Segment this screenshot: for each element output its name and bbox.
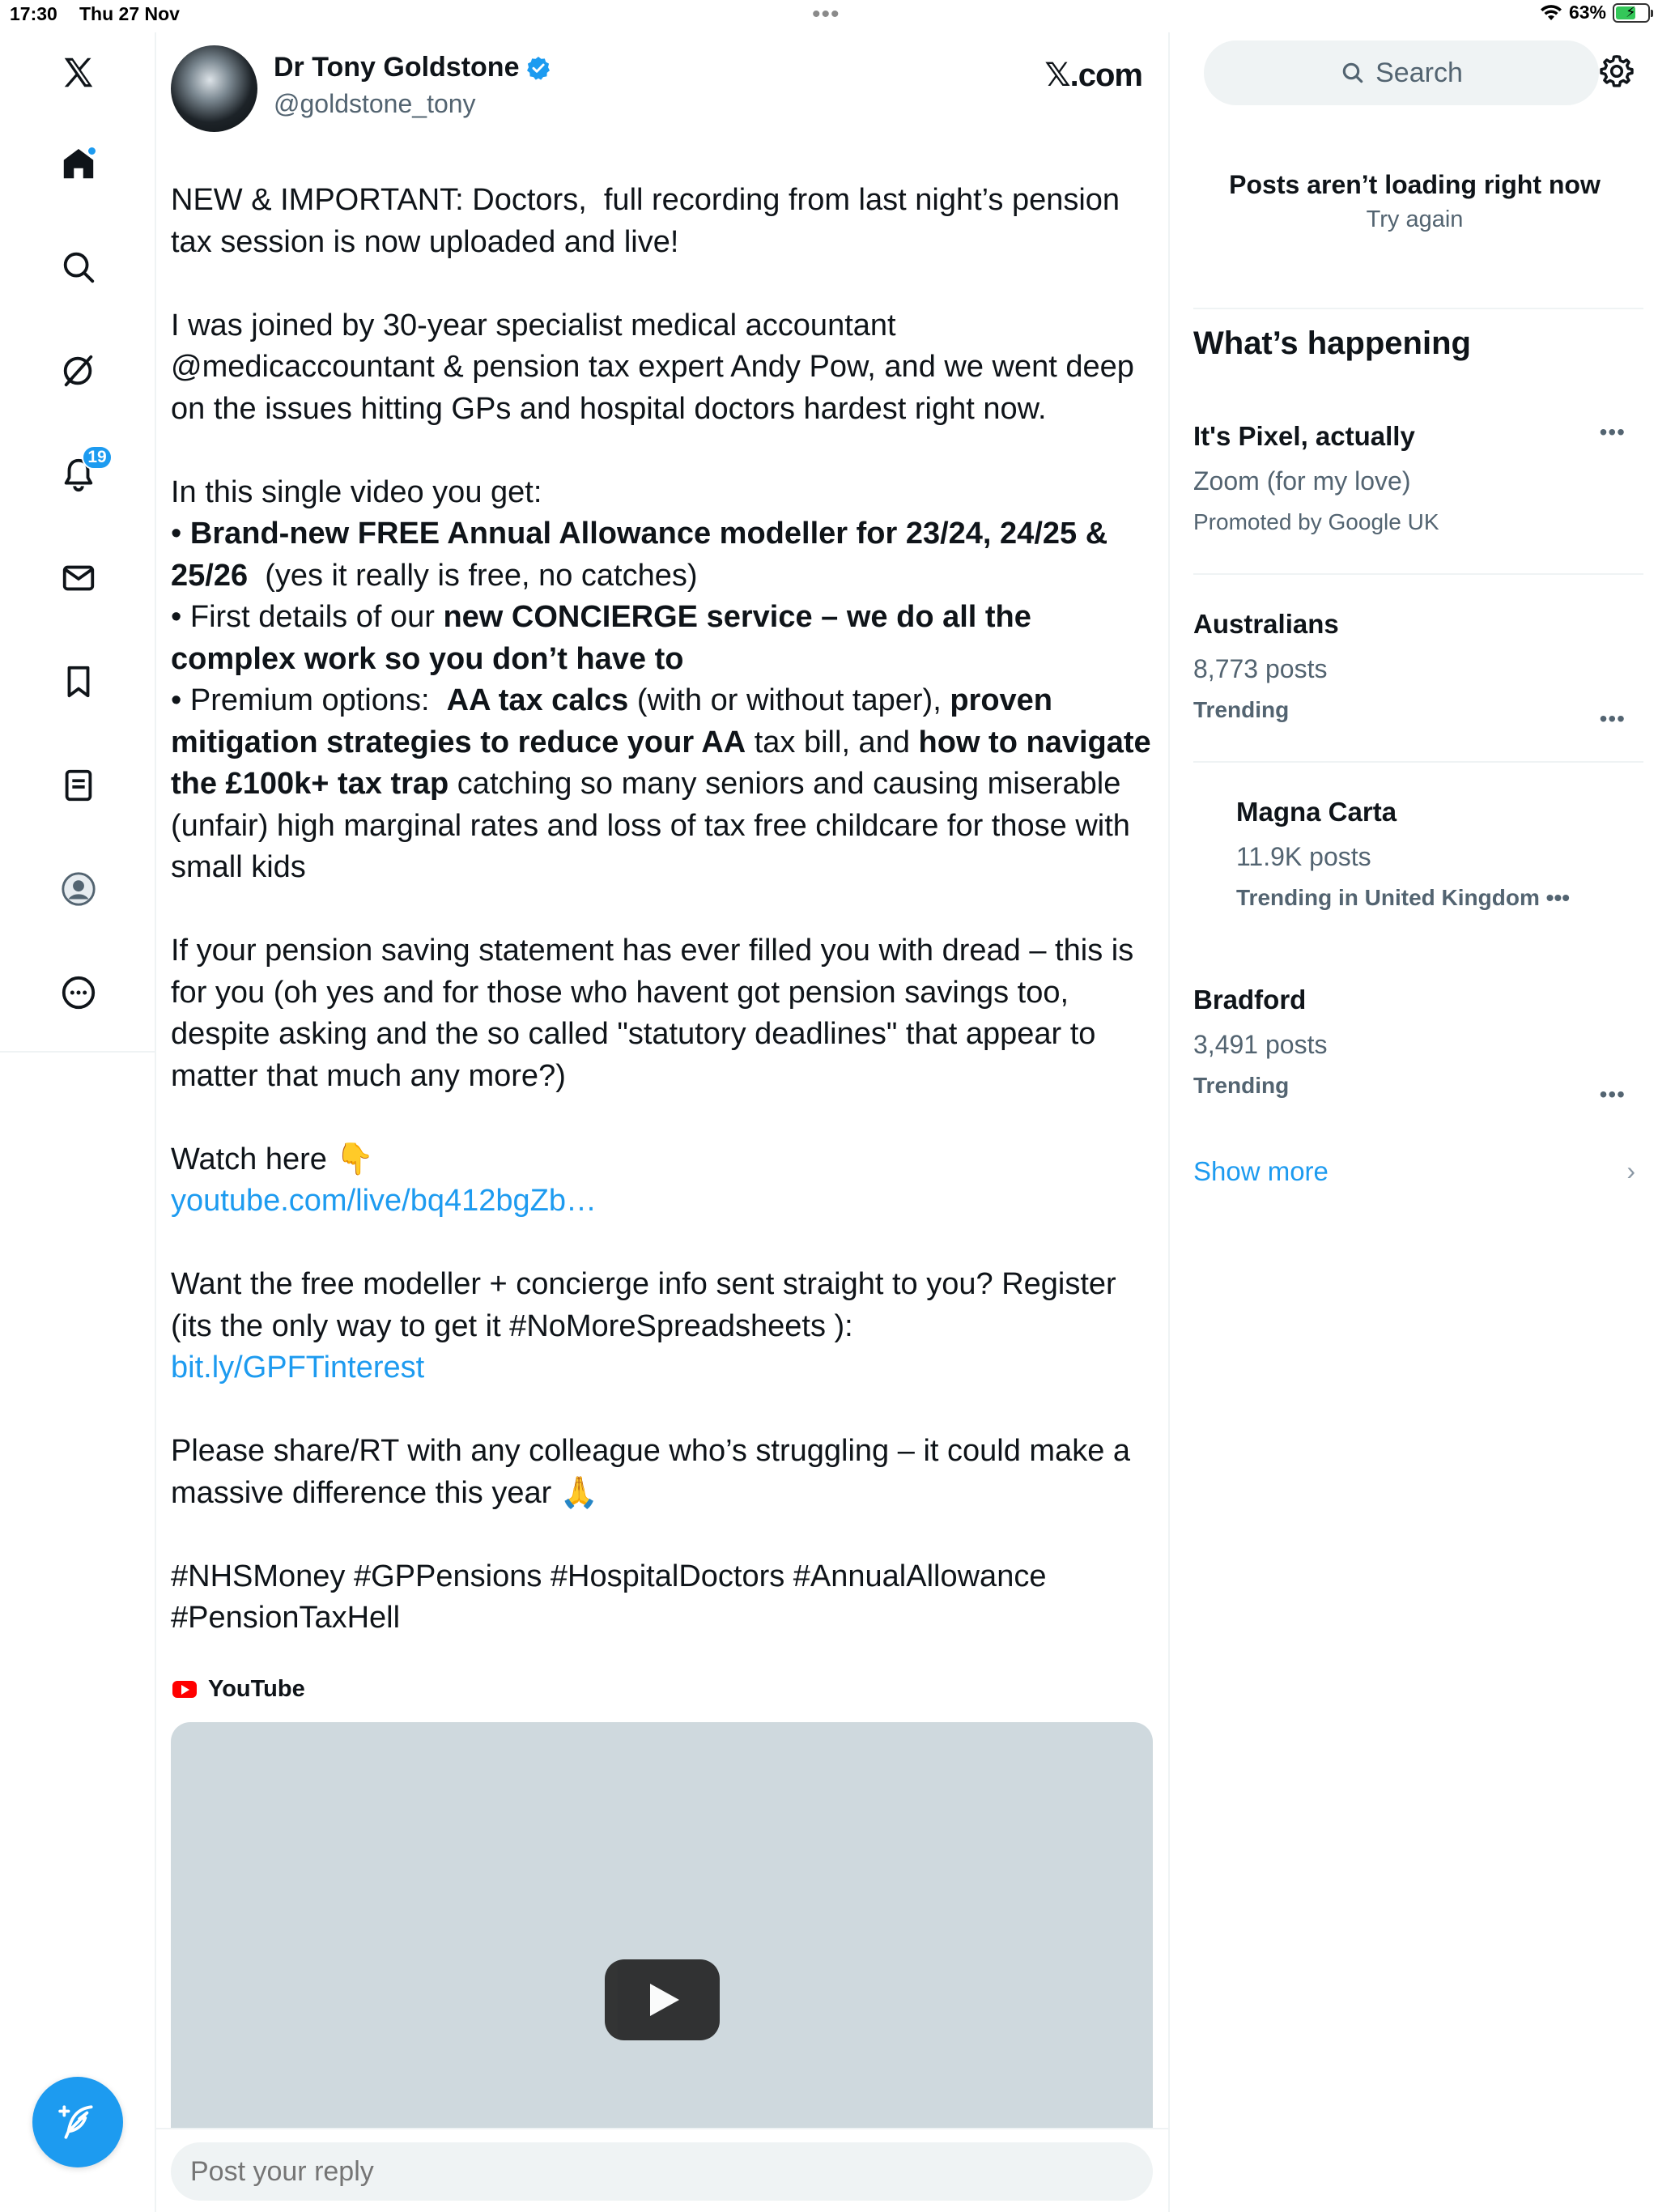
compose-post-button[interactable]: [32, 2077, 123, 2167]
status-date: Thu 27 Nov: [79, 3, 180, 24]
battery-icon: [1613, 3, 1650, 23]
gear-icon: [1598, 53, 1635, 90]
bullet-3-bold-2: proven mitigation strategies to reduce your AA: [171, 683, 1061, 759]
bullet-3-mid-1: (with or without taper),: [628, 683, 950, 717]
status-right: [1540, 2, 1650, 23]
bookmarks-icon[interactable]: [49, 653, 108, 711]
post-paragraph-3-intro: In this single video you get:: [171, 474, 542, 509]
post-paragraph-6: Please share/RT with any colleague who’s struggling – it could make a massive difference this year 🙏: [171, 1434, 1139, 1510]
trend-title: Magna Carta: [1236, 797, 1397, 827]
youtube-video-card[interactable]: [171, 1722, 1153, 2159]
watch-here-text: Watch here 👇: [171, 1142, 374, 1176]
bullet-2-pre: First details of our: [189, 600, 444, 634]
trend-meta-text: Trending in United Kingdom: [1236, 885, 1540, 910]
home-icon[interactable]: [49, 134, 108, 193]
search-placeholder: Search: [1375, 57, 1463, 88]
charging-icon: ⚡: [1626, 3, 1636, 20]
trend-more-icon[interactable]: •••: [1599, 1082, 1626, 1107]
trend-item[interactable]: [1193, 609, 1643, 731]
trend-subtitle: 8,773 posts: [1193, 654, 1328, 683]
whats-happening-title: What’s happening: [1193, 325, 1471, 361]
trend-more-icon[interactable]: •••: [1599, 419, 1626, 445]
author-name-row[interactable]: [274, 52, 551, 83]
reply-bar: [156, 2128, 1168, 2212]
bullet-1-bold: Brand-new FREE Annual Allowance modeller for 23/24, 24/25 & 25/26: [171, 517, 1116, 593]
search-box[interactable]: [1204, 40, 1599, 105]
reply-input[interactable]: [171, 2142, 1153, 2201]
notifications-badge: 19: [82, 445, 113, 470]
battery-percent: 63%: [1568, 2, 1606, 23]
settings-button[interactable]: [1592, 47, 1641, 96]
youtube-logo-icon: [172, 1681, 197, 1698]
post-paragraph-1: NEW & IMPORTANT: Doctors, full recording from last night’s pension tax session is now uploaded and live!: [171, 183, 1129, 259]
divider: [1193, 573, 1643, 575]
post-body: NEW & IMPORTANT: Doctors, full recording from last night’s pension tax session is now uploaded and live! I was joined by 30-year specialist medical accountant @medicaccountant & pension tax expert Andy Pow, and we went deep on the issues hitting GPs and hospital doctors hardest right now. In this single video you get: • Brand-new FREE Annual Allowance modeller for 23/24, 24/25 & 25/26 (yes it really is free, no catches) • First details of our new CONCIERGE service – we do all the complex work so you don’t have to • Premium options: AA tax calcs (with or without taper), proven mitigation strategies to reduce your AA tax bill, and how to navigate the £100k+ tax trap catching so many seniors and causing miserable (unfair) high marginal rates and loss of tax free childcare for those with small kids If your pension saving statement has ever filled you with dread – this is for you (oh yes and for those who havent got pension savings too, despite asking and the so called "statutory deadlines" that appear to matter that much any more?) Watch here 👇 youtube.com/live/bq412bgZb… Want the free modeller + concierge info sent straight to you? Register (its the only way to get it #NoMoreSpreadsheets ): bit.ly/GPFTinterest Please share/RT with any colleague who’s struggling – it could make a massive difference this year 🙏 #NHSMoney #GPPensions #HospitalDoctors #AnnualAllowance #PensionTaxHell: [171, 183, 1160, 1635]
trend-more-icon[interactable]: •••: [1545, 885, 1571, 910]
play-icon[interactable]: [605, 1959, 720, 2040]
author-name[interactable]: Dr Tony Goldstone: [274, 52, 520, 83]
post-paragraph-2: I was joined by 30-year specialist medical accountant @medicaccountant & pension tax expert Andy Pow, and we went deep on the issues hitting GPs and hospital doctors hardest right now.: [171, 308, 1143, 426]
wifi-icon: [1540, 4, 1562, 22]
search-icon: [1340, 60, 1366, 86]
bullet-3-mid-2: tax bill, and: [746, 725, 919, 759]
chevron-right-icon: ›: [1626, 1156, 1635, 1185]
youtube-link[interactable]: youtube.com/live/bq412bgZb…: [171, 1184, 597, 1218]
try-again-link[interactable]: Try again: [1366, 206, 1464, 232]
verified-badge-icon: [525, 55, 551, 81]
trend-title: Bradford: [1193, 985, 1307, 1015]
trend-subtitle: 11.9K posts: [1236, 842, 1371, 871]
trend-subtitle: 3,491 posts: [1193, 1030, 1328, 1059]
notifications-bell-icon[interactable]: [49, 445, 108, 504]
trend-item[interactable]: [1193, 985, 1643, 1107]
trend-more-icon[interactable]: •••: [1599, 706, 1626, 731]
trend-subtitle: Zoom (for my love): [1193, 466, 1411, 496]
trend-meta: Trending: [1193, 1073, 1290, 1098]
card-source[interactable]: [172, 1676, 305, 1703]
messages-mail-icon[interactable]: [49, 549, 108, 607]
multitasking-dots-icon[interactable]: •••: [812, 1, 840, 28]
trend-meta: Promoted by Google UK: [1193, 509, 1439, 534]
card-source-label: YouTube: [208, 1676, 305, 1702]
bullet-3-bold-3: how to navigate the £100k+ tax trap: [171, 725, 1160, 801]
post-paragraph-5: Want the free modeller + concierge info sent straight to you? Register (its the only way to get it #NoMoreSpreadsheets ):: [171, 1267, 1125, 1343]
left-nav: [0, 32, 156, 1053]
not-loading-title: Posts aren’t loading right now: [1229, 170, 1601, 199]
trend-item[interactable]: [1193, 421, 1643, 535]
show-more-label: Show more: [1193, 1156, 1329, 1186]
status-bar: [0, 0, 1658, 32]
status-time: 17:30: [10, 3, 57, 24]
explore-search-icon[interactable]: [49, 238, 108, 296]
show-more-link[interactable]: [1193, 1156, 1643, 1187]
trend-title: Australians: [1193, 609, 1339, 639]
articles-icon[interactable]: [49, 756, 108, 815]
bullet-2-bold: new CONCIERGE service – we do all the complex work so you don’t have to: [171, 600, 1040, 676]
right-sidebar: [1171, 32, 1658, 2212]
more-options-icon[interactable]: [49, 963, 108, 1022]
xcom-label: 𝕏.com: [1044, 57, 1142, 93]
trend-item[interactable]: [1236, 797, 1641, 911]
bullet-3-pre: Premium options:: [189, 683, 447, 717]
bitly-link[interactable]: bit.ly/GPFTinterest: [171, 1351, 425, 1385]
trend-meta: Trending: [1193, 697, 1290, 722]
posts-not-loading: [1171, 170, 1658, 233]
bullet-3-bold-1: AA tax calcs: [446, 683, 629, 717]
left-nav-spacer: [0, 1053, 156, 2212]
profile-avatar-icon[interactable]: [49, 860, 108, 918]
trend-title: It's Pixel, actually: [1193, 421, 1415, 451]
bullet-1-rest: (yes it really is free, no catches): [248, 558, 698, 593]
home-unread-dot: [87, 146, 97, 156]
post-detail-column: [156, 32, 1170, 2212]
feather-plus-icon: [57, 2102, 98, 2142]
x-logo-icon[interactable]: [49, 44, 108, 102]
bullet-3-rest: catching so many seniors and causing miserable (unfair) high marginal rates and loss of tax free childcare for those with small kids: [171, 767, 1139, 884]
author-handle[interactable]: @goldstone_tony: [274, 89, 476, 118]
author-avatar[interactable]: [171, 45, 257, 132]
divider: [1193, 308, 1643, 309]
grok-icon[interactable]: [49, 342, 108, 400]
post-hashtags[interactable]: #NHSMoney #GPPensions #HospitalDoctors #AnnualAllowance #PensionTaxHell: [171, 1559, 1056, 1635]
trend-meta: [1236, 885, 1641, 911]
post-paragraph-4: If your pension saving statement has ever filled you with dread – this is for you (oh yes and for those who havent got pension savings too, despite asking and the so called "statutory deadlines" that appear to matter that much any more?): [171, 934, 1142, 1093]
divider: [1193, 761, 1643, 763]
